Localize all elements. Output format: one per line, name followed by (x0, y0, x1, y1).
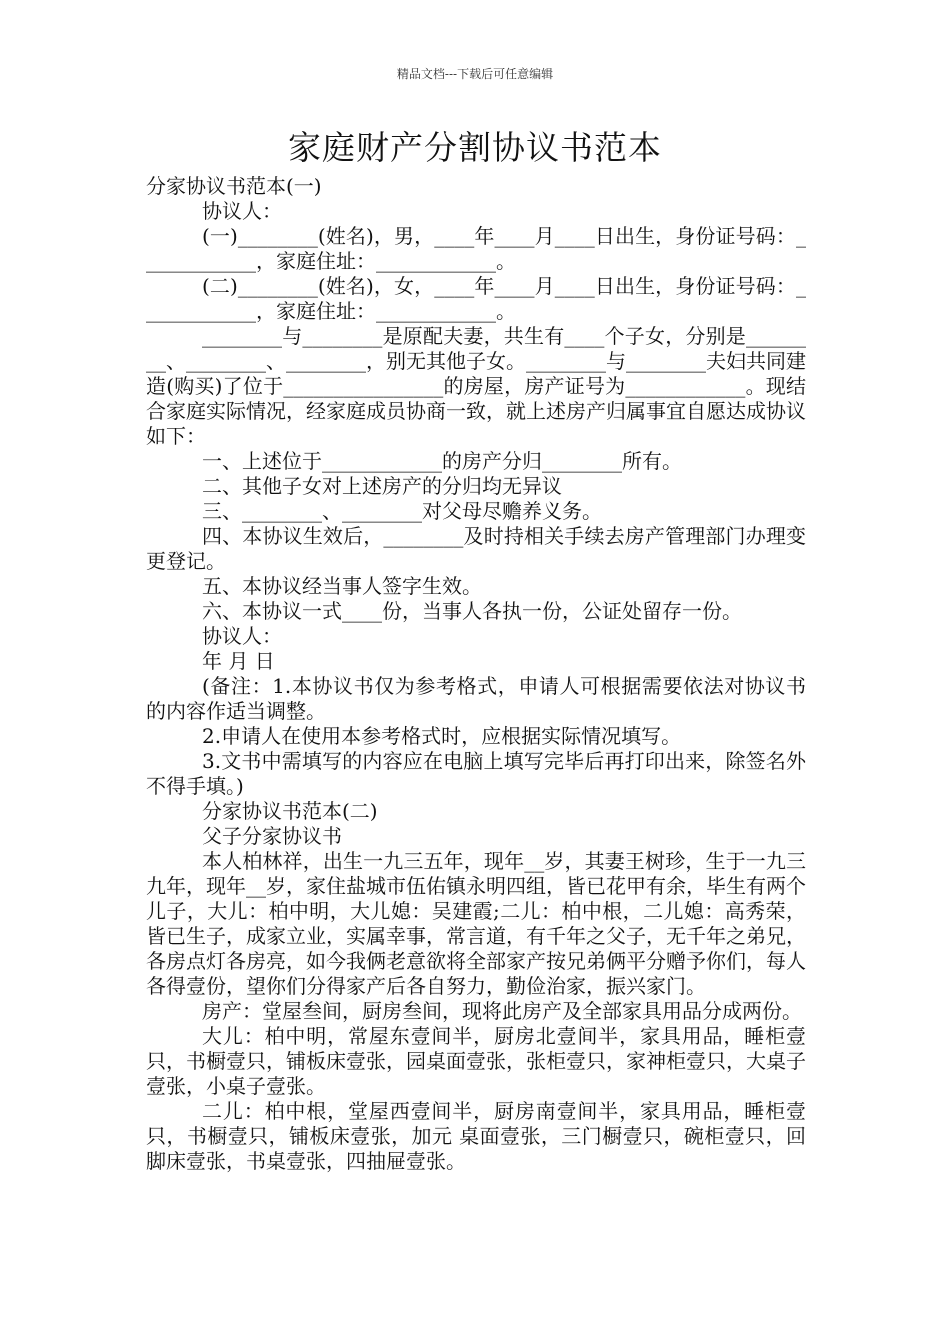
paragraph: 三、________、________对父母尽赡养义务。 (202, 499, 602, 523)
paragraph: (二)________(姓名)，女，____年____月____日出生，身份证号码：____________，家庭住址：____________。 (146, 274, 806, 323)
paragraph: 五、本协议经当事人签字生效。 (202, 574, 482, 598)
paragraph: (一)________(姓名)，男，____年____月____日出生，身份证号码：____________，家庭住址：____________。 (146, 224, 806, 273)
paragraph: 分家协议书范本(二) (202, 799, 378, 823)
paragraph: 协议人： (202, 199, 282, 223)
paragraph: ________与________是原配夫妻，共生有____个子女，分别是________、________、________，别无其他子女。________与________夫妇共同建造(购买)了位于________________的房屋，房产证号为____________。现结合家庭实际情况，经家庭成员协商一致，就上述房产归属事宜自愿达成协议如下： (146, 324, 806, 448)
page-header: 精品文档---下载后可任意编辑 (396, 67, 554, 81)
paragraph: 年 月 日 (202, 649, 275, 673)
paragraph: 分家协议书范本(一) (146, 174, 322, 198)
paragraph: 六、本协议一式____份，当事人各执一份，公证处留存一份。 (202, 599, 742, 623)
document-title: 家庭财产分割协议书范本 (288, 128, 662, 167)
paragraph: (备注：1.本协议书仅为参考格式，申请人可根据需要依法对协议书的内容作适当调整。 (146, 674, 806, 723)
paragraph: 房产：堂屋叁间，厨房叁间，现将此房产及全部家具用品分成两份。 (202, 999, 802, 1023)
paragraph: 二、其他子女对上述房产的分归均无异议 (202, 474, 562, 498)
paragraph: 四、本协议生效后，________及时持相关手续去房产管理部门办理变更登记。 (146, 524, 806, 573)
paragraph: 3.文书中需填写的内容应在电脑上填写完毕后再打印出来，除签名外不得手填。) (146, 749, 806, 798)
paragraph: 协议人： (202, 624, 282, 648)
paragraph: 二儿：柏中根，堂屋西壹间半，厨房南壹间半，家具用品，睡柜壹只，书橱壹只，铺板床壹张，加元 桌面壹张，三门橱壹只，碗柜壹只，回脚床壹张，书桌壹张，四抽屉壹张。 (146, 1099, 806, 1173)
paragraph: 本人柏林祥，出生一九三五年，现年__岁，其妻王树珍，生于一九三九年，现年__岁，家住盐城市伍佑镇永明四组，皆已花甲有余，毕生有两个儿子，大儿：柏中明，大儿媳：吴建霞;二儿：柏中根，二儿媳：高秀荣，皆已生子，成家立业，实属幸事，常言道，有千年之父子，无千年之弟兄，各房点灯各房亮，如今我俩老意欲将全部家产按兄弟俩平分赠予你们，每人各得壹份，望你们分得家产后各自努力，勤俭治家，振兴家门。 (146, 849, 806, 998)
paragraph: 父子分家协议书 (202, 824, 342, 848)
paragraph: 大儿：柏中明，常屋东壹间半，厨房北壹间半，家具用品，睡柜壹只，书橱壹只，铺板床壹张，园桌面壹张，张柜壹只，家神柜壹只，大桌子壹张，小桌子壹张。 (146, 1024, 806, 1098)
document-body (146, 174, 806, 1174)
paragraph: 一、上述位于____________的房产分归________所有。 (202, 449, 682, 473)
paragraph: 2.申请人在使用本参考格式时，应根据实际情况填写。 (202, 724, 682, 748)
